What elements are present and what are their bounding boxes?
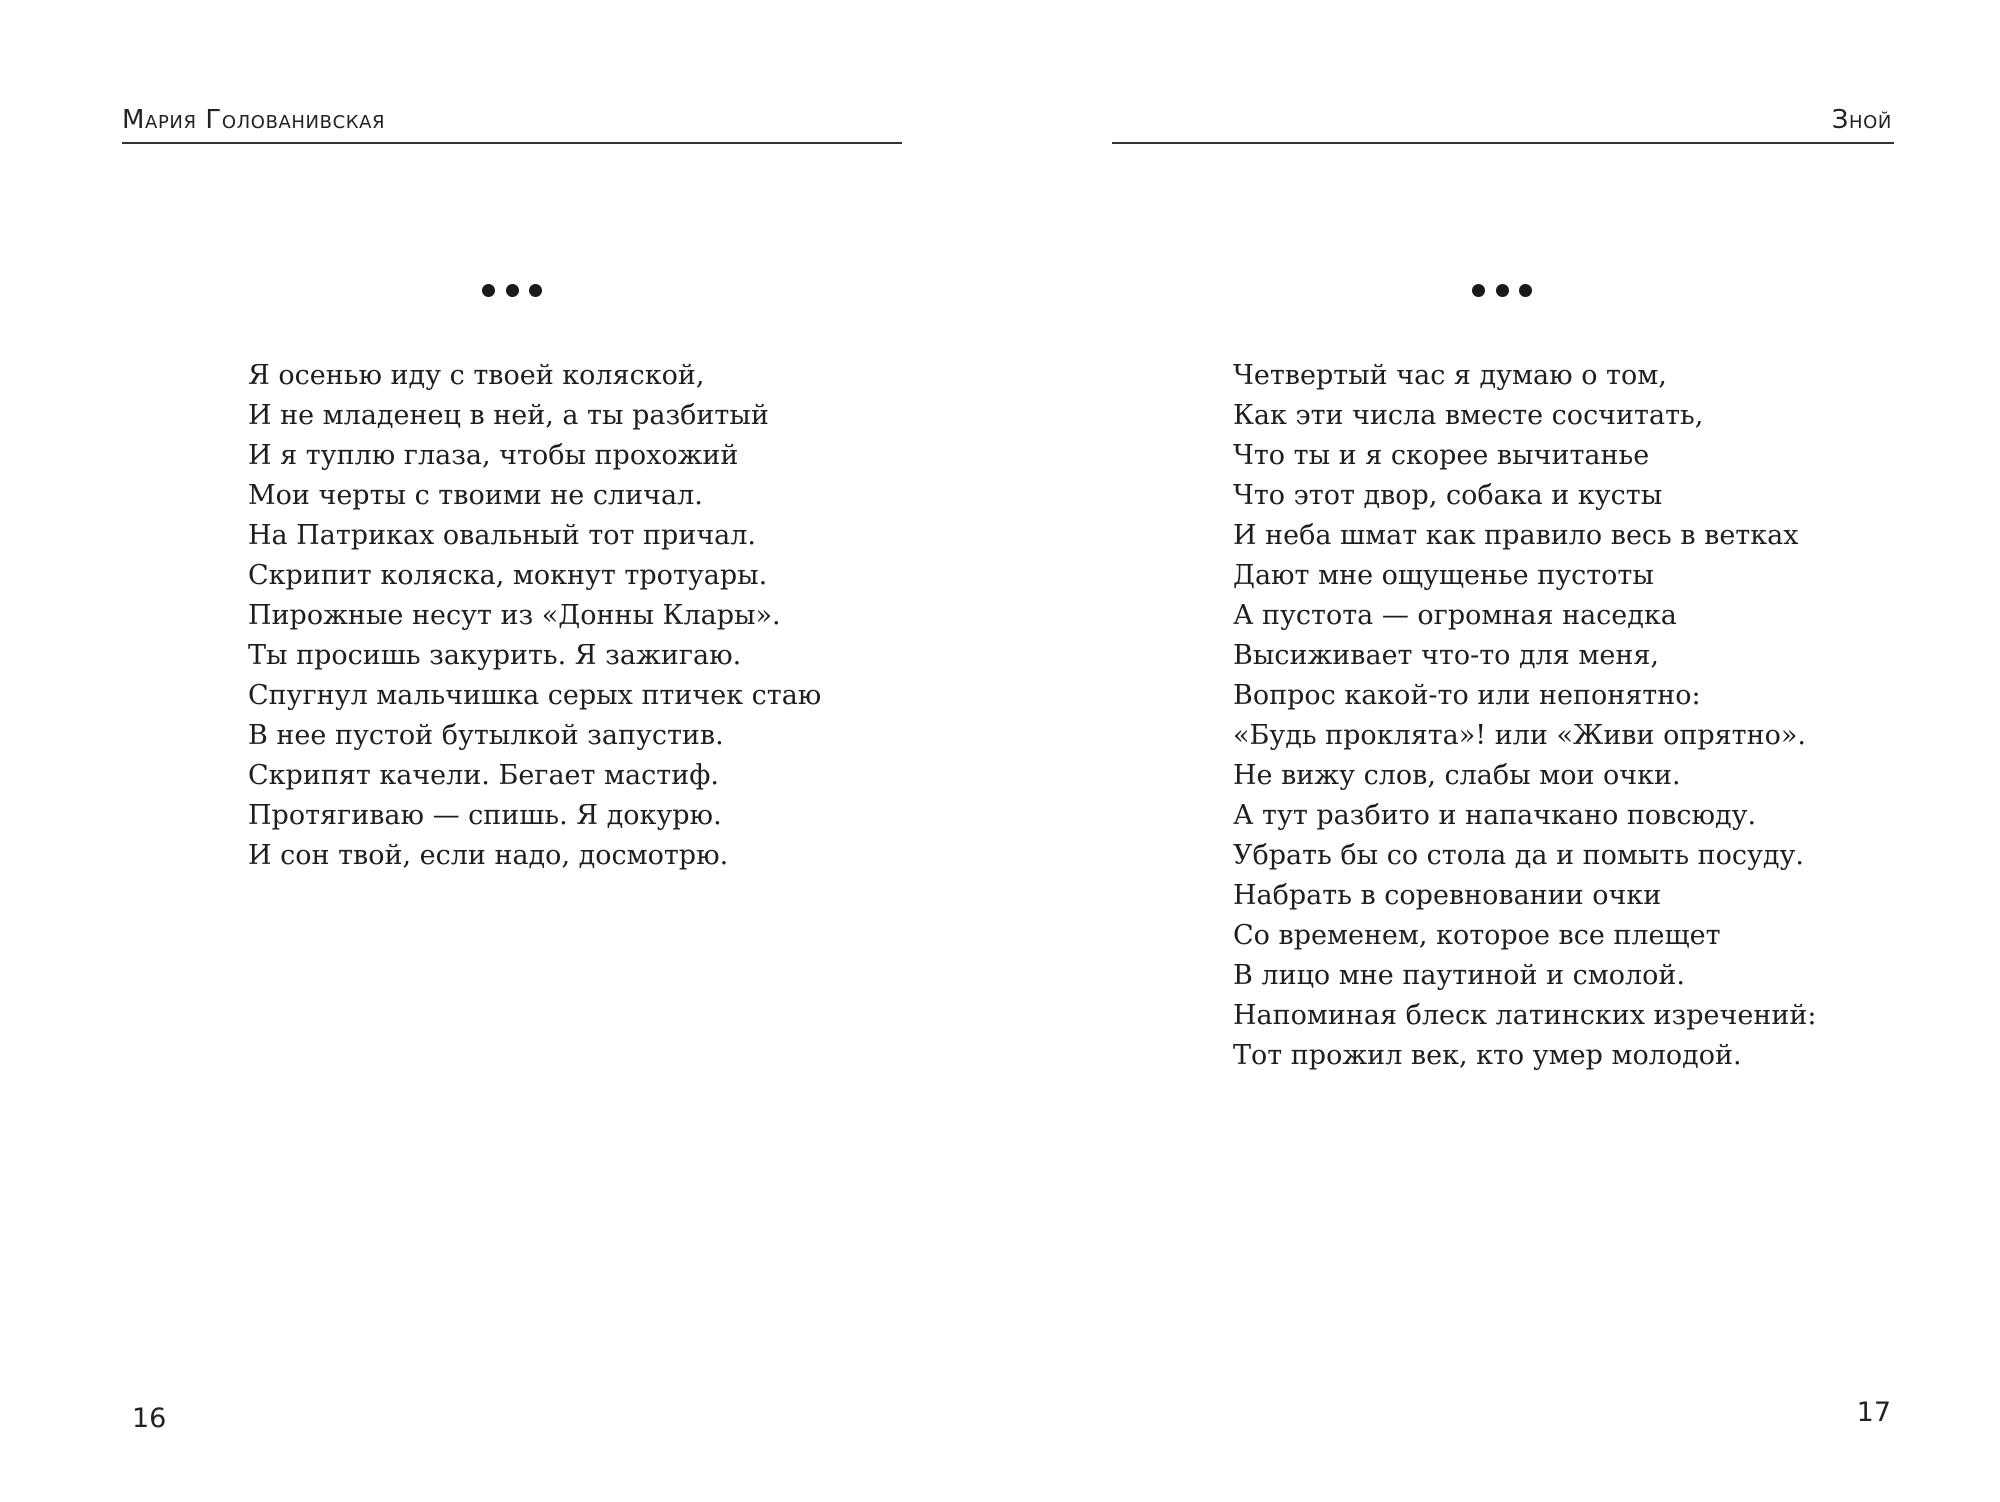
page-number-right: 17 [1856,1397,1891,1428]
poem-line: Что ты и я скорее вычитанье [1233,440,1650,471]
poem-line: Что этот двор, собака и кусты [1233,480,1663,511]
dot-icon [1472,284,1485,297]
poem-line: Четвертый час я думаю о том, [1233,360,1667,391]
poem-line: Мои черты с твоими не сличал. [248,480,703,511]
poem-line: И неба шмат как правило весь в ветках [1233,520,1799,551]
header-rule [1112,142,1894,144]
poem-line: Ты просишь закурить. Я зажигаю. [248,640,742,671]
poem-line: Как эти числа вместе сосчитать, [1233,400,1704,431]
section-break-dots [1472,282,1532,298]
poem-line: И сон твой, если надо, досмотрю. [248,840,729,871]
poem-line: Высиживает что-то для меня, [1233,640,1660,671]
poem-right [1233,356,1816,1076]
poem-line: Набрать в соревновании очки [1233,880,1662,911]
poem-line: И я туплю глаза, чтобы прохожий [248,440,739,471]
poem-left [248,356,821,876]
poem-line: Пирожные несут из «Донны Клары». [248,600,781,631]
poem-line: «Будь проклята»! или «Живи опрятно». [1233,720,1806,751]
poem-line: Со временем, которое все плещет [1233,920,1721,951]
poem-line: Скрипят качели. Бегает мастиф. [248,760,719,791]
poem-line: А тут разбито и напачкано повсюду. [1233,800,1757,831]
poem-line: Протягиваю — спишь. Я докурю. [248,800,722,831]
dot-icon [529,284,542,297]
poem-line: В лицо мне паутиной и смолой. [1233,960,1686,991]
dot-icon [1519,284,1532,297]
running-head-title: Зной [1831,105,1892,135]
running-head-author: Мария Голованивская [122,105,386,135]
poem-line: Тот прожил век, кто умер молодой. [1233,1040,1742,1071]
poem-line: Вопрос какой-то или непонятно: [1233,680,1701,711]
dot-icon [506,284,519,297]
poem-line: Убрать бы со стола да и помыть посуду. [1233,840,1804,871]
poem-line: И не младенец в ней, а ты разбитый [248,400,769,431]
poem-line: В нее пустой бутылкой запустив. [248,720,724,751]
poem-line: Я осенью иду с твоей коляской, [248,360,705,391]
poem-line: Напоминая блеск латинских изречений: [1233,1000,1817,1031]
poem-line: Не вижу слов, слабы мои очки. [1233,760,1681,791]
poem-line: Дают мне ощущенье пустоты [1233,560,1654,591]
dot-icon [482,284,495,297]
poem-line: Скрипит коляска, мокнут тротуары. [248,560,768,591]
right-page [1000,0,2000,1502]
page-number-left: 16 [132,1403,167,1434]
poem-line: Спугнул мальчишка серых птичек стаю [248,680,822,711]
poem-line: А пустота — огромная наседка [1233,600,1677,631]
poem-line: На Патриках овальный тот причал. [248,520,757,551]
section-break-dots [482,282,542,298]
header-rule [122,142,902,144]
dot-icon [1496,284,1509,297]
